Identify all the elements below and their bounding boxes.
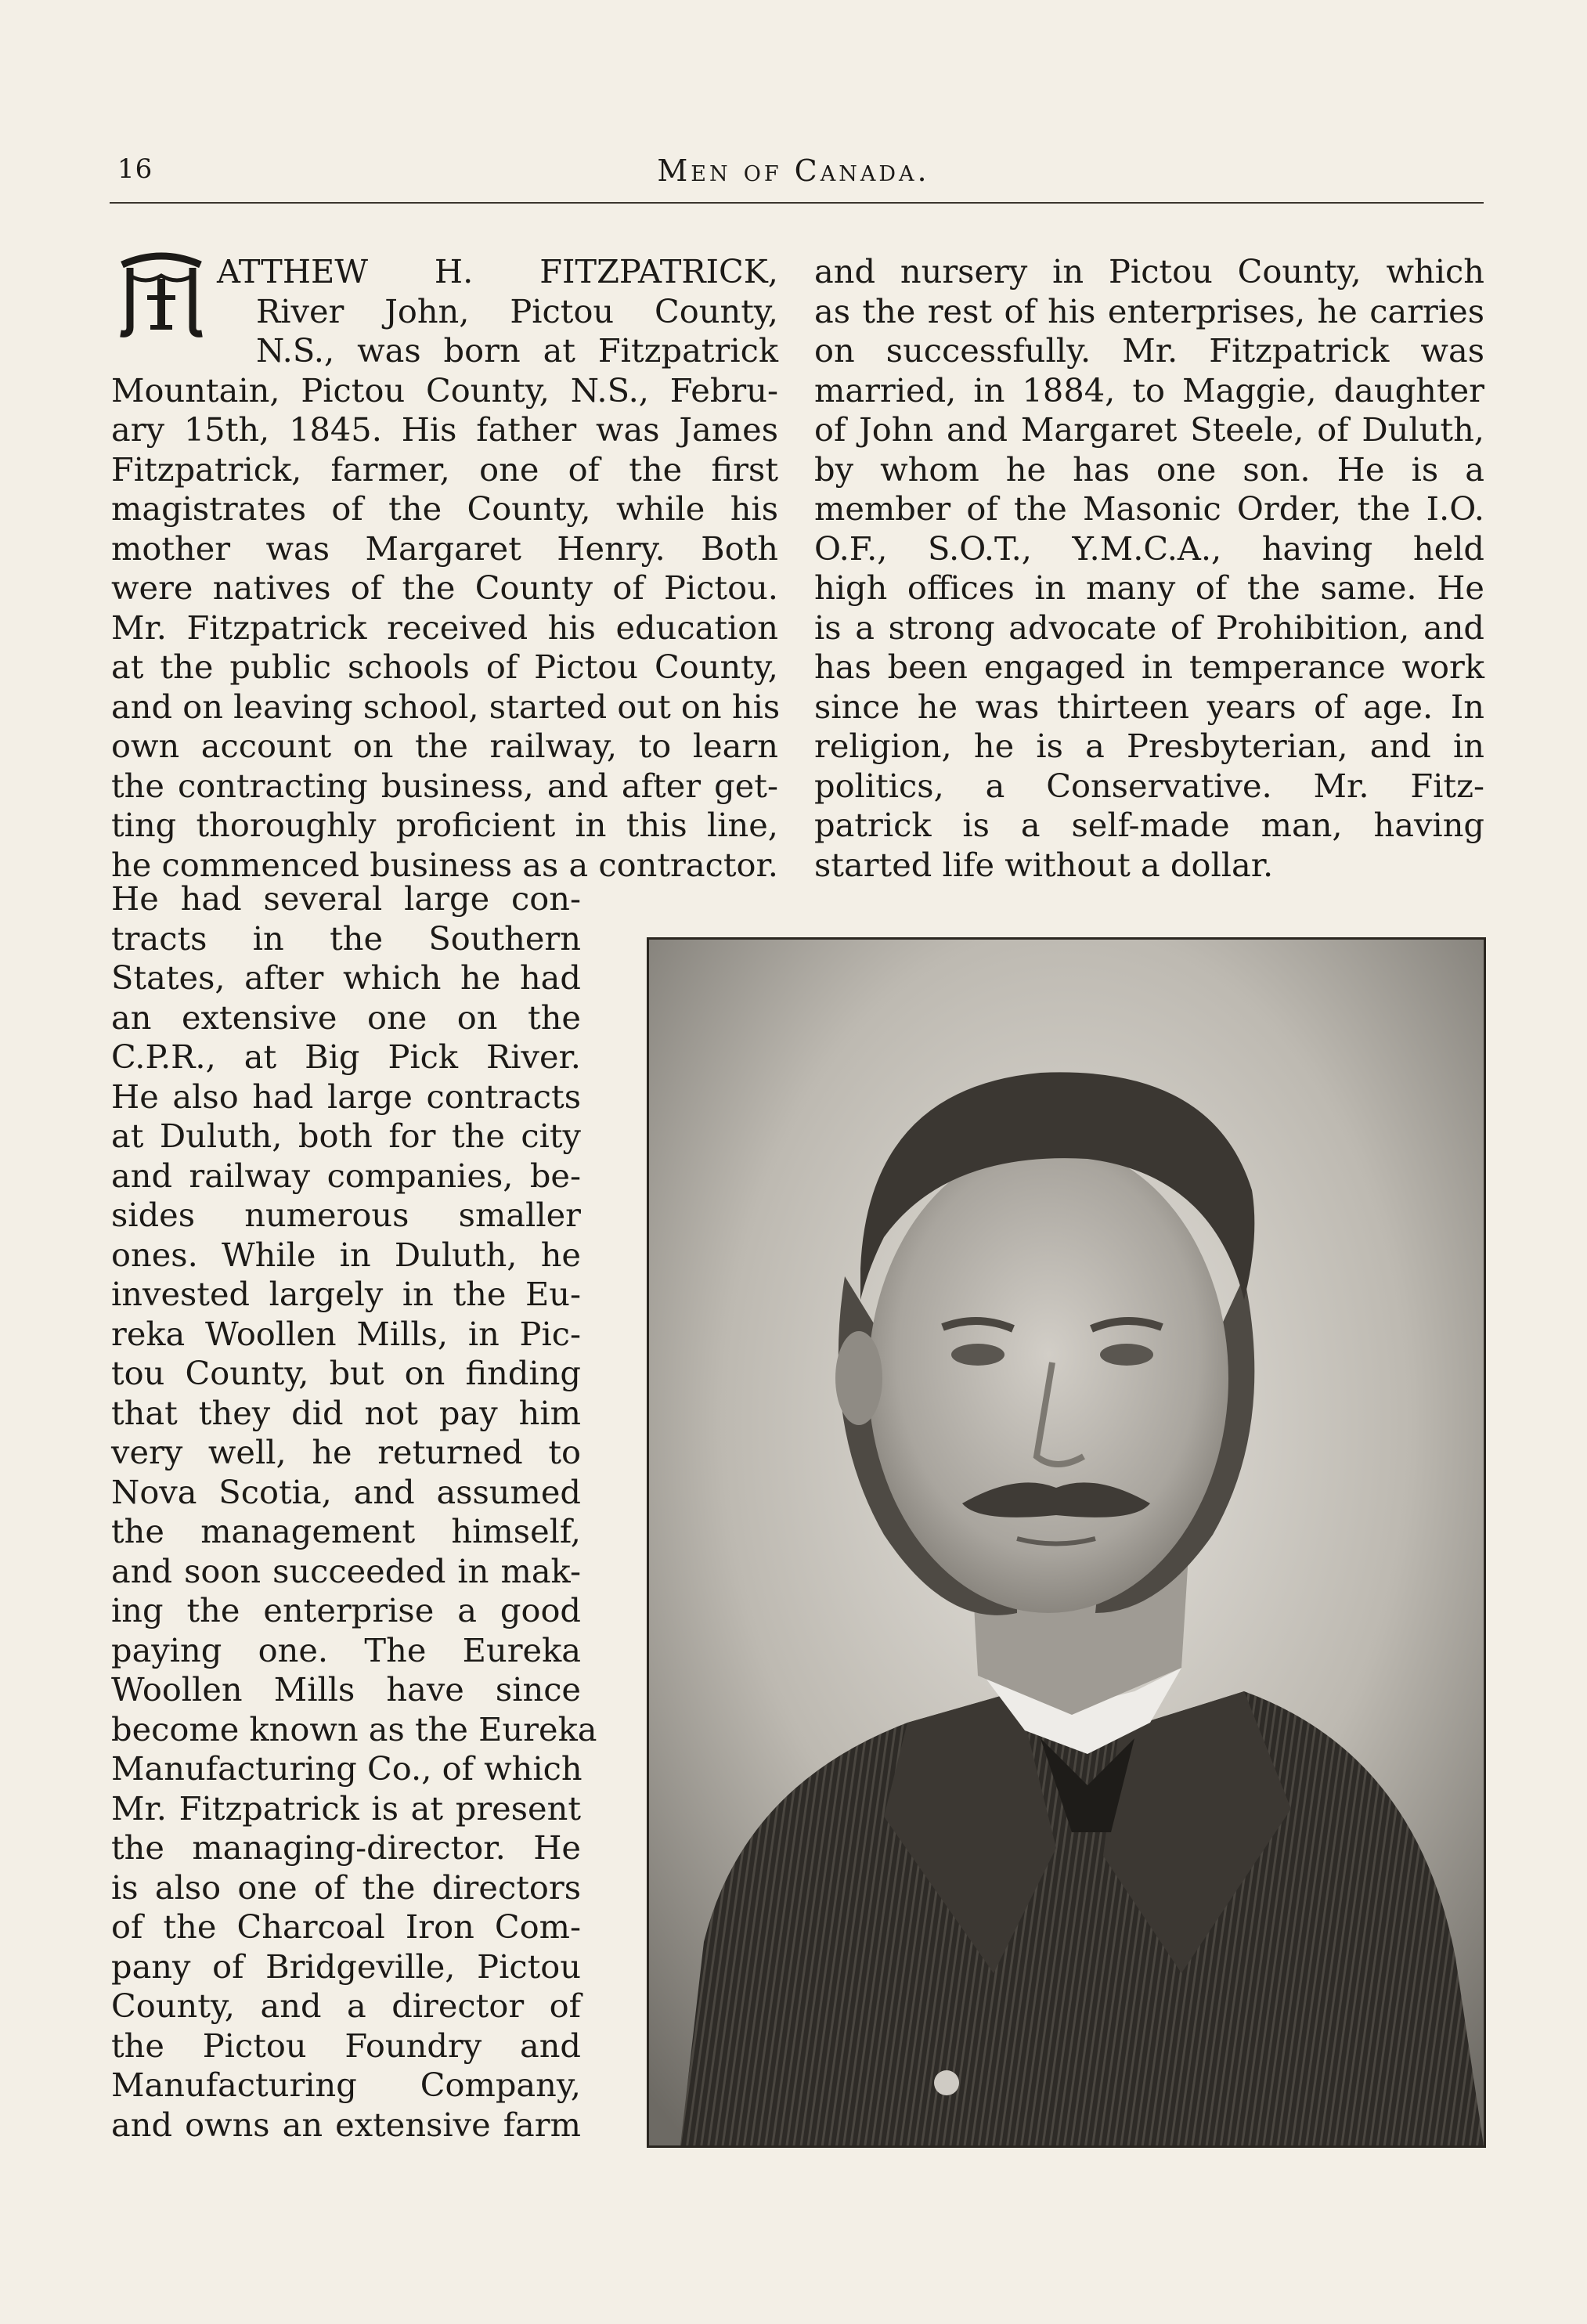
text-line: N.S., was born at Fitzpatrick xyxy=(256,331,778,370)
text-line: the managing-director. He xyxy=(111,1828,581,1867)
text-line: of the Charcoal Iron Com- xyxy=(111,1907,581,1946)
text-line: States, after which he had xyxy=(111,958,581,997)
right-column xyxy=(814,252,1484,885)
text-line: of John and Margaret Steele, of Duluth, xyxy=(814,410,1484,449)
text-line: invested largely in the Eu- xyxy=(111,1275,581,1313)
text-line: Manufacturing Company, xyxy=(111,2066,581,2104)
portrait-photograph xyxy=(647,937,1486,2148)
text-line: Mr. Fitzpatrick received his education xyxy=(111,608,778,647)
portrait-icon xyxy=(649,940,1484,2145)
text-line: become known as the Eureka xyxy=(111,1709,597,1748)
text-line: and soon succeeded in mak- xyxy=(111,1551,581,1590)
text-line: patrick is a self-made man, having xyxy=(814,806,1484,844)
text-line: religion, he is a Presbyterian, and in xyxy=(814,727,1484,765)
text-line: an extensive one on the xyxy=(111,998,581,1037)
text-line: married, in 1884, to Maggie, daughter xyxy=(814,370,1484,410)
text-line: high offices in many of the same. He xyxy=(814,568,1484,607)
text-line: own account on the railway, to learn xyxy=(111,727,778,765)
text-line: He had several large con- xyxy=(111,879,581,918)
text-line: ones. While in Duluth, he xyxy=(111,1235,581,1274)
text-line: has been engaged in temperance work xyxy=(814,648,1484,686)
running-title: Men of Canada. xyxy=(657,153,930,188)
text-line: were natives of the County of Pictou. xyxy=(111,568,778,607)
text-line: the contracting business, and after get- xyxy=(111,766,778,805)
text-line: ATTHEW H. FITZPATRICK, xyxy=(217,252,778,290)
text-line: paying one. The Eureka xyxy=(111,1630,581,1669)
text-line: on successfully. Mr. Fitzpatrick was xyxy=(814,331,1484,370)
text-line: ting thoroughly proficient in this line, xyxy=(111,806,778,844)
text-line: as the rest of his enterprises, he carries xyxy=(814,291,1484,330)
header-rule xyxy=(110,202,1484,204)
text-line: that they did not pay him xyxy=(111,1393,581,1432)
text-line: he commenced business as a contractor. xyxy=(111,845,778,884)
text-line: O.F., S.O.T., Y.M.C.A., having held xyxy=(814,529,1484,568)
text-line: ing the enterprise a good xyxy=(111,1591,581,1629)
text-line: tracts in the Southern xyxy=(111,918,581,958)
text-line: at Duluth, both for the city xyxy=(111,1117,581,1155)
text-line: Mr. Fitzpatrick is at present xyxy=(111,1788,581,1828)
text-line: mother was Margaret Henry. Both xyxy=(111,529,778,568)
text-line: at the public schools of Pictou County, xyxy=(111,648,778,686)
text-line: started life without a dollar. xyxy=(814,845,1274,884)
text-line: reka Woollen Mills, in Pic- xyxy=(111,1314,581,1353)
text-line: the management himself, xyxy=(111,1512,581,1550)
text-line: sides numerous smaller xyxy=(111,1196,581,1234)
text-line: River John, Pictou County, xyxy=(256,291,778,330)
text-line: pany of Bridgeville, Pictou xyxy=(111,1947,581,1986)
text-line: and owns an extensive farm xyxy=(111,2105,581,2144)
text-line: Mountain, Pictou County, N.S., Febru- xyxy=(111,370,778,410)
page-number: 16 xyxy=(117,153,153,185)
text-line: County, and a director of xyxy=(111,1987,581,2025)
text-line: Fitzpatrick, farmer, one of the first xyxy=(111,449,778,489)
text-line: tou County, but on finding xyxy=(111,1354,581,1392)
text-line: Woollen Mills have since xyxy=(111,1670,581,1709)
text-line: politics, a Conservative. Mr. Fitz- xyxy=(814,766,1484,805)
text-line: since he was thirteen years of age. In xyxy=(814,687,1484,726)
text-line: and on leaving school, started out on his xyxy=(111,687,781,726)
text-line: member of the Masonic Order, the I.O. xyxy=(814,489,1484,528)
text-line: is a strong advocate of Prohibition, and xyxy=(814,608,1484,647)
text-line: and railway companies, be- xyxy=(111,1156,581,1195)
text-line: by whom he has one son. He is a xyxy=(814,449,1484,489)
text-line: and nursery in Pictou County, which xyxy=(814,252,1484,290)
text-line: Manufacturing Co., of which xyxy=(111,1749,583,1788)
left-column-top xyxy=(111,252,781,885)
text-line: ary 15th, 1845. His father was James xyxy=(111,410,778,449)
text-line: He also had large contracts xyxy=(111,1077,581,1116)
text-line: is also one of the directors xyxy=(111,1868,581,1907)
text-line: magistrates of the County, while his xyxy=(111,489,778,528)
text-line: Nova Scotia, and assumed xyxy=(111,1472,581,1511)
text-line: C.P.R., at Big Pick River. xyxy=(111,1038,581,1076)
text-line: very well, he returned to xyxy=(111,1433,581,1471)
text-line: the Pictou Foundry and xyxy=(111,2026,581,2065)
left-column-narrow xyxy=(111,879,597,2145)
